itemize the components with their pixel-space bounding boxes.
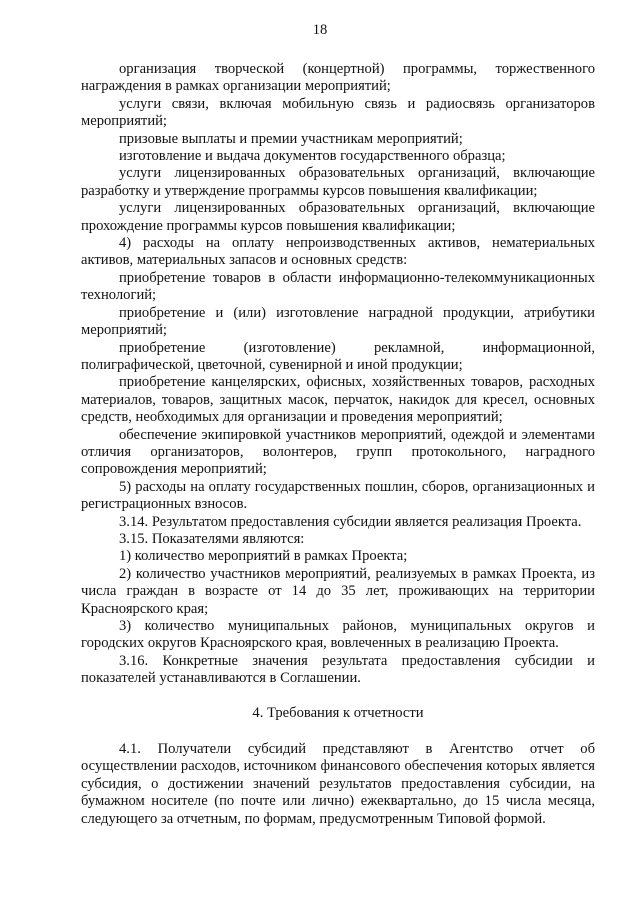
paragraph: приобретение и (или) изготовление наградной продукции, атрибутики мероприятий; — [81, 304, 595, 339]
paragraph: услуги лицензированных образовательных организаций, включающие прохождение программы курсов повышения квалификации; — [81, 200, 595, 234]
paragraph: приобретение товаров в области информационно-телекоммуникационных технологий; — [81, 269, 595, 304]
paragraph: призовые выплаты и премии участникам мероприятий; — [119, 130, 463, 147]
paragraph: 4.1. Получатели субсидий представляют в Агентство отчет об осуществлении расходов, источником финансового обеспечения которых является субсидия, о достижении значений результатов предоставления субсидии, на бумажном носителе (по почте или лично) ежеквартально, до 15 числа месяца, следующего за отчетным, по формам, предусмотренным Типовой формой. — [81, 741, 595, 827]
paragraph: 2) количество участников мероприятий, реализуемых в рамках Проекта, из числа граждан в возрасте от 14 до 35 лет, проживающих на территории Красноярского края; — [81, 565, 595, 617]
paragraph: организация творческой (концертной) программы, торжественного награждения в рамках организации мероприятий; — [81, 61, 595, 95]
paragraph: 5) расходы на оплату государственных пошлин, сборов, организационных и регистрационных взносов. — [81, 478, 595, 513]
paragraph: услуги лицензированных образовательных организаций, включающие разработку и утверждение программы курсов повышения квалификации; — [81, 165, 595, 199]
paragraph: 3.14. Результатом предоставления субсидии является реализация Проекта. — [119, 513, 582, 530]
paragraph: услуги связи, включая мобильную связь и радиосвязь организаторов мероприятий; — [81, 95, 595, 130]
paragraph: 4) расходы на оплату непроизводственных активов, нематериальных активов, материальных запасов и основных средств: — [81, 235, 595, 269]
paragraph: обеспечение экипировкой участников мероприятий, одеждой и элементами отличия организаторов, волонтеров, групп протокольного, наградного сопровождения мероприятий; — [81, 426, 595, 478]
page-number: 18 — [312, 22, 328, 38]
paragraph: 3) количество муниципальных районов, муниципальных округов и городских округов Красноярского края, вовлеченных в реализацию Проекта. — [81, 618, 595, 652]
document-body — [81, 61, 595, 828]
paragraph: приобретение (изготовление) рекламной, информационной, полиграфической, цветочной, сувенирной и иной продукции; — [81, 339, 595, 373]
paragraph: 3.16. Конкретные значения результата предоставления субсидии и показателей устанавливаются в Соглашении. — [81, 652, 595, 687]
paragraph: изготовление и выдача документов государственного образца; — [119, 148, 506, 165]
paragraph: 1) количество мероприятий в рамках Проекта; — [119, 548, 408, 565]
paragraph: приобретение канцелярских, офисных, хозяйственных товаров, расходных материалов, товаров, защитных масок, перчаток, накидок для кресел, основных средств, необходимых для организации и проведения мероприятий; — [81, 374, 595, 426]
section-heading: 4. Требования к отчетности — [252, 704, 424, 721]
paragraph: 3.15. Показателями являются: — [119, 530, 305, 547]
